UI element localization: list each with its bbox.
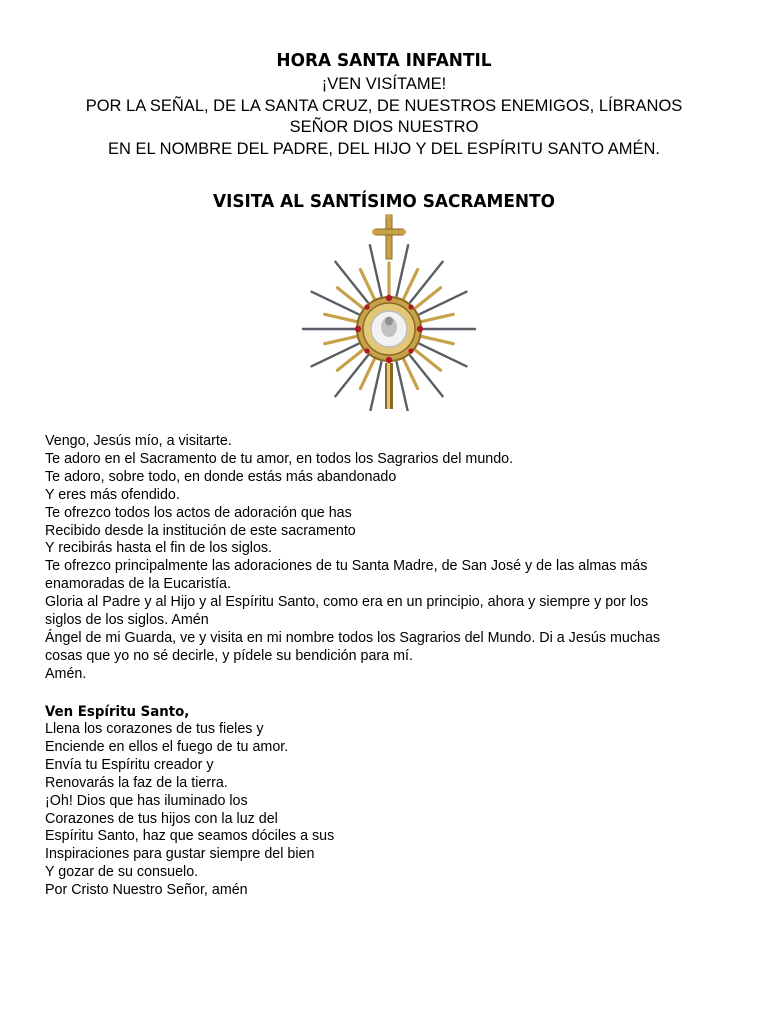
prayer-line: Por Cristo Nuestro Señor, amén [45, 882, 248, 899]
monstrance-ray-gold [422, 337, 453, 344]
monstrance-ray-gold [325, 337, 356, 344]
prayer-line: Vengo, Jesús mío, a visitarte. [45, 433, 232, 449]
prayer-line: Y recibirás hasta el fin de los siglos. [45, 540, 273, 557]
monstrance-image [299, 213, 479, 411]
visita-prayer [45, 433, 735, 684]
cross-icon [372, 214, 406, 259]
prayer-line: Amén. [45, 665, 87, 682]
prayer-line: Enciende en ellos el fuego de tu amor. [45, 738, 289, 755]
prayer-line: Te ofrezco principalmente las adoraciones de tu Santa Madre, de San José y de las almas más [45, 558, 648, 575]
prayer-line: Te adoro en el Sacramento de tu amor, en todos los Sagrarios del mundo. [45, 450, 514, 467]
prayer-line: Renovarás la faz de la tierra. [45, 774, 228, 791]
prayer-line: Te adoro, sobre todo, en donde estás más abandonado [45, 468, 397, 485]
monstrance-ray-gold [325, 314, 356, 321]
prayer-line: enamoradas de la Eucaristía. [45, 576, 231, 593]
document-header [0, 48, 768, 160]
prayer-line: Y eres más ofendido. [45, 486, 180, 503]
monstrance-stem-highlight [387, 363, 390, 409]
prayer-line: Inspiraciones para gustar siempre del bien [45, 846, 315, 863]
page-title: HORA SANTA INFANTIL [276, 50, 492, 71]
monstrance-ray-steel [397, 245, 409, 296]
prayer-line: Y gozar de su consuelo. [45, 864, 199, 881]
monstrance-ray-steel [312, 344, 359, 367]
prayer-line: Corazones de tus hijos con la luz del [45, 810, 278, 827]
prayer-line: cosas que yo no sé decirle, y pídele su bendición para mí. [45, 647, 413, 664]
intro-line: ¡VEN VISÍTAME! [321, 75, 447, 93]
prayer-line: Recibido desde la institución de este sacramento [45, 522, 356, 539]
prayer-line: ¡Oh! Dios que has iluminado los [45, 792, 248, 809]
prayer-line: Te ofrezco todos los actos de adoración que has [45, 504, 352, 521]
intro-line: POR LA SEÑAL, DE LA SANTA CRUZ, DE NUESTROS ENEMIGOS, LÍBRANOS [85, 96, 683, 115]
prayer-line: siglos de los siglos. Amén [45, 612, 209, 629]
monstrance-ray-steel [335, 356, 367, 397]
monstrance-ray-steel [420, 292, 467, 315]
monstrance-ray-steel [335, 262, 367, 303]
monstrance-ray-steel [420, 344, 467, 367]
intro-line: SEÑOR DIOS NUESTRO [289, 118, 479, 136]
monstrance-ray-steel [370, 362, 382, 411]
monstrance-ray-steel [397, 362, 409, 411]
section-title: VISITA AL SANTÍSIMO SACRAMENTO [212, 191, 556, 212]
prayer-line: Gloria al Padre y al Hijo y al Espíritu Santo, como era en un principio, ahora y siempre y por los [45, 594, 649, 611]
prayer-line: Llena los corazones de tus fieles y [45, 721, 264, 737]
intro-line: EN EL NOMBRE DEL PADRE, DEL HIJO Y DEL ESPÍRITU SANTO AMÉN. [108, 139, 660, 158]
monstrance-ray-gold [422, 314, 453, 321]
veni-title: Ven Espíritu Santo, [45, 704, 190, 720]
prayer-line: Envía tu Espíritu creador y [45, 756, 214, 773]
monstrance-ray-steel [410, 262, 442, 303]
monstrance-ray-steel [410, 356, 442, 397]
monstrance-ray-steel [312, 292, 359, 315]
veni-prayer [45, 721, 735, 900]
prayer-line: Ángel de mi Guarda, ve y visita en mi nombre todos los Sagrarios del Mundo. Di a Jesús muchas [45, 629, 661, 646]
monstrance-ray-steel [370, 245, 382, 296]
prayer-line: Espíritu Santo, haz que seamos dóciles a sus [45, 828, 335, 845]
